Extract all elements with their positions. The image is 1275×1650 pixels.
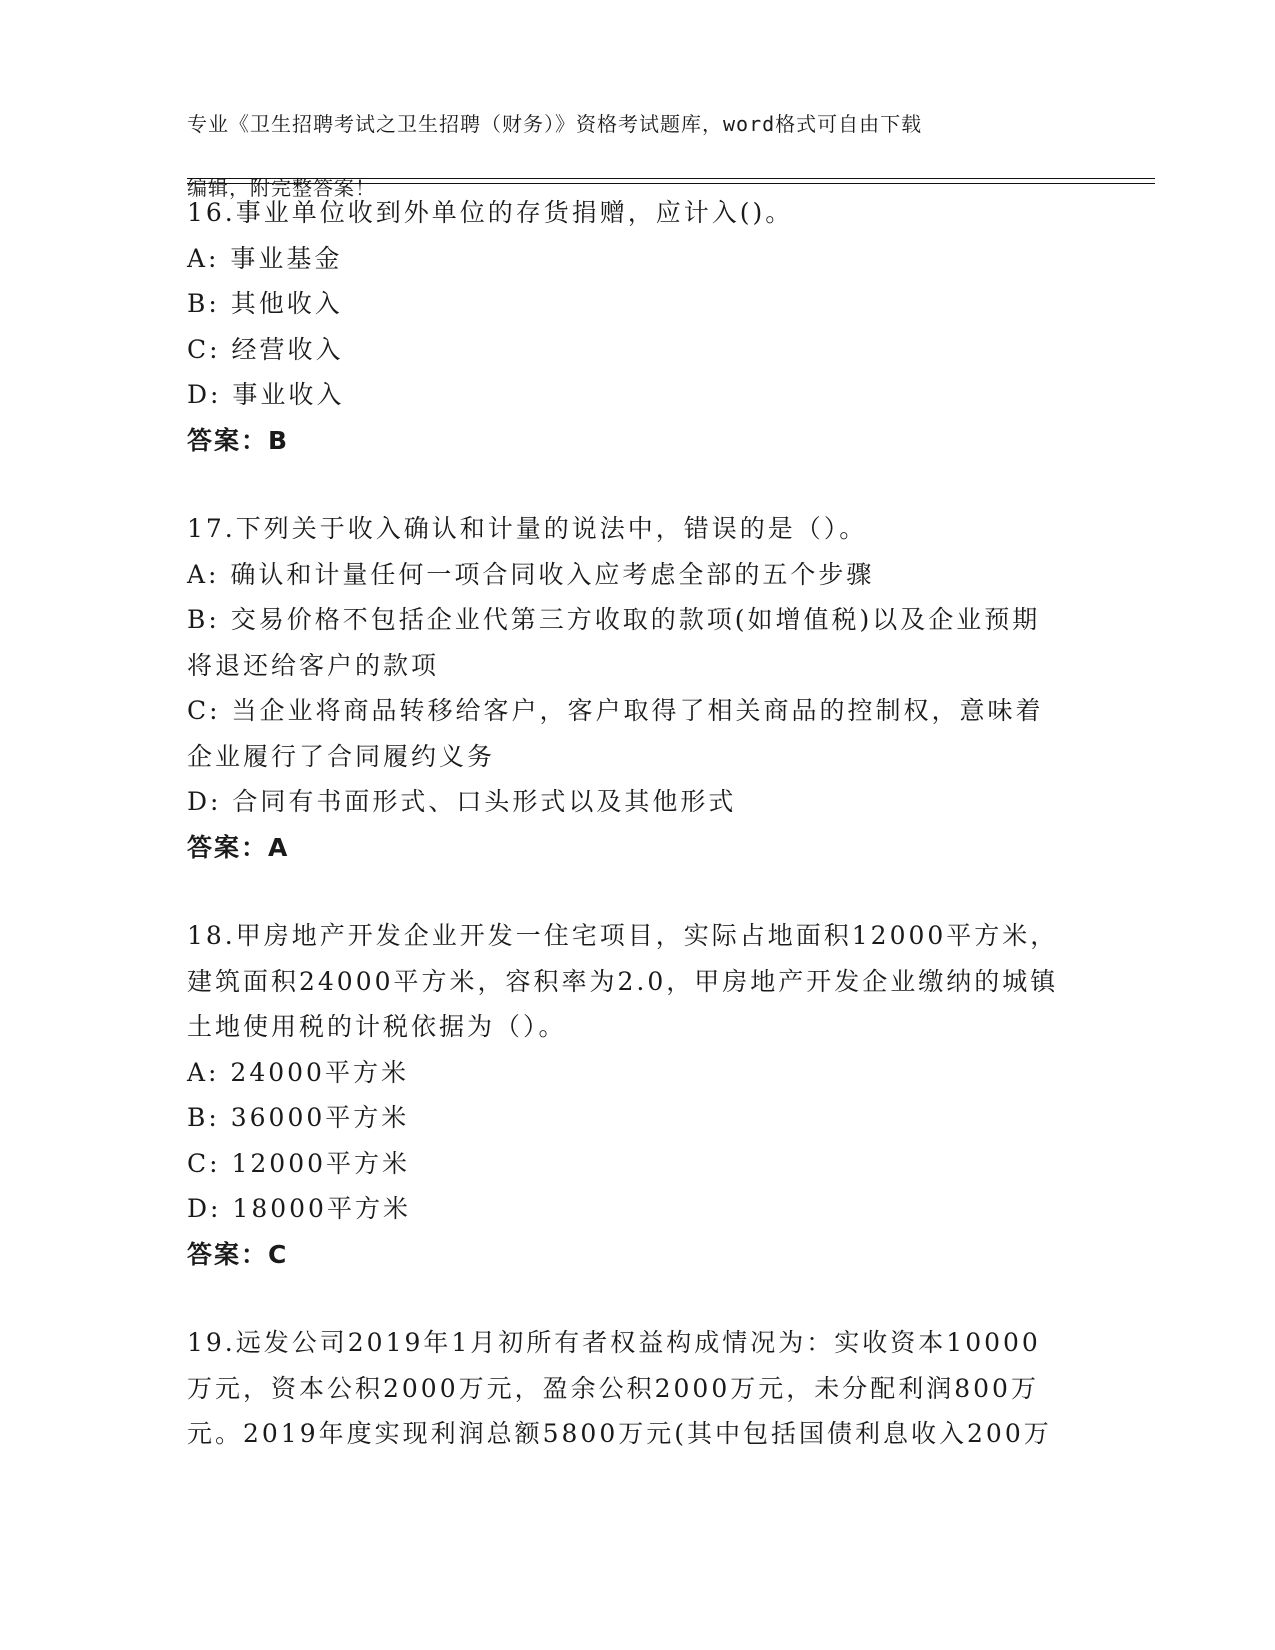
question-text-continued: 建筑面积24000平方米，容积率为2.0，甲房地产开发企业缴纳的城镇 [187, 966, 1059, 996]
header-line-1: 专业《卫生招聘考试之卫生招聘（财务）》资格考试题库，word格式可自由下载 [187, 112, 923, 136]
option-b-continued: 将退还给客户的款项 [187, 650, 440, 680]
option-c: C: 12000平方米 [187, 1148, 411, 1178]
option-b: B: 交易价格不包括企业代第三方收取的款项(如增值税)以及企业预期 [187, 605, 1041, 634]
option-c-continued: 企业履行了合同履约义务 [187, 741, 496, 771]
question-text-continued: 元。2019年度实现利润总额5800万元(其中包括国债利息收入200万 [187, 1419, 1052, 1448]
option-c: C: 当企业将商品转移给客户，客户取得了相关商品的控制权，意味着 [187, 696, 1044, 725]
question-19 [187, 1320, 1087, 1457]
option-c: C: 经营收入 [187, 334, 344, 364]
question-18 [187, 913, 1087, 1277]
header-line-2: 编辑，附完整答案！ [187, 176, 376, 200]
question-list [187, 190, 1087, 1457]
answer-label: 答案：B [187, 425, 290, 455]
question-16 [187, 190, 1087, 463]
question-text: 17.下列关于收入确认和计量的说法中，错误的是（）。 [187, 514, 868, 543]
question-17 [187, 506, 1087, 870]
option-d: D: 18000平方米 [187, 1194, 411, 1223]
option-b: B: 36000平方米 [187, 1103, 410, 1132]
option-a: A: 确认和计量任何一项合同收入应考虑全部的五个步骤 [187, 559, 875, 589]
question-text-continued: 土地使用税的计税依据为（）。 [187, 1012, 567, 1041]
question-text: 19.远发公司2019年1月初所有者权益构成情况为：实收资本10000 [187, 1328, 1041, 1357]
header-rule-bottom [187, 183, 1155, 184]
option-d: D: 合同有书面形式、口头形式以及其他形式 [187, 787, 737, 816]
question-text: 18.甲房地产开发企业开发一住宅项目，实际占地面积12000平方米， [187, 921, 1059, 950]
question-text: 16.事业单位收到外单位的存货捐赠，应计入()。 [187, 198, 794, 227]
answer-label: 答案：A [187, 832, 290, 862]
answer-label: 答案：C [187, 1239, 289, 1269]
option-d: D: 事业收入 [187, 380, 345, 409]
option-a: A: 事业基金 [187, 243, 343, 273]
question-text-continued: 万元，资本公积2000万元，盈余公积2000万元，未分配利润800万 [187, 1373, 1039, 1403]
option-a: A: 24000平方米 [187, 1057, 409, 1087]
header-rule-top [187, 178, 1155, 179]
option-b: B: 其他收入 [187, 289, 343, 318]
